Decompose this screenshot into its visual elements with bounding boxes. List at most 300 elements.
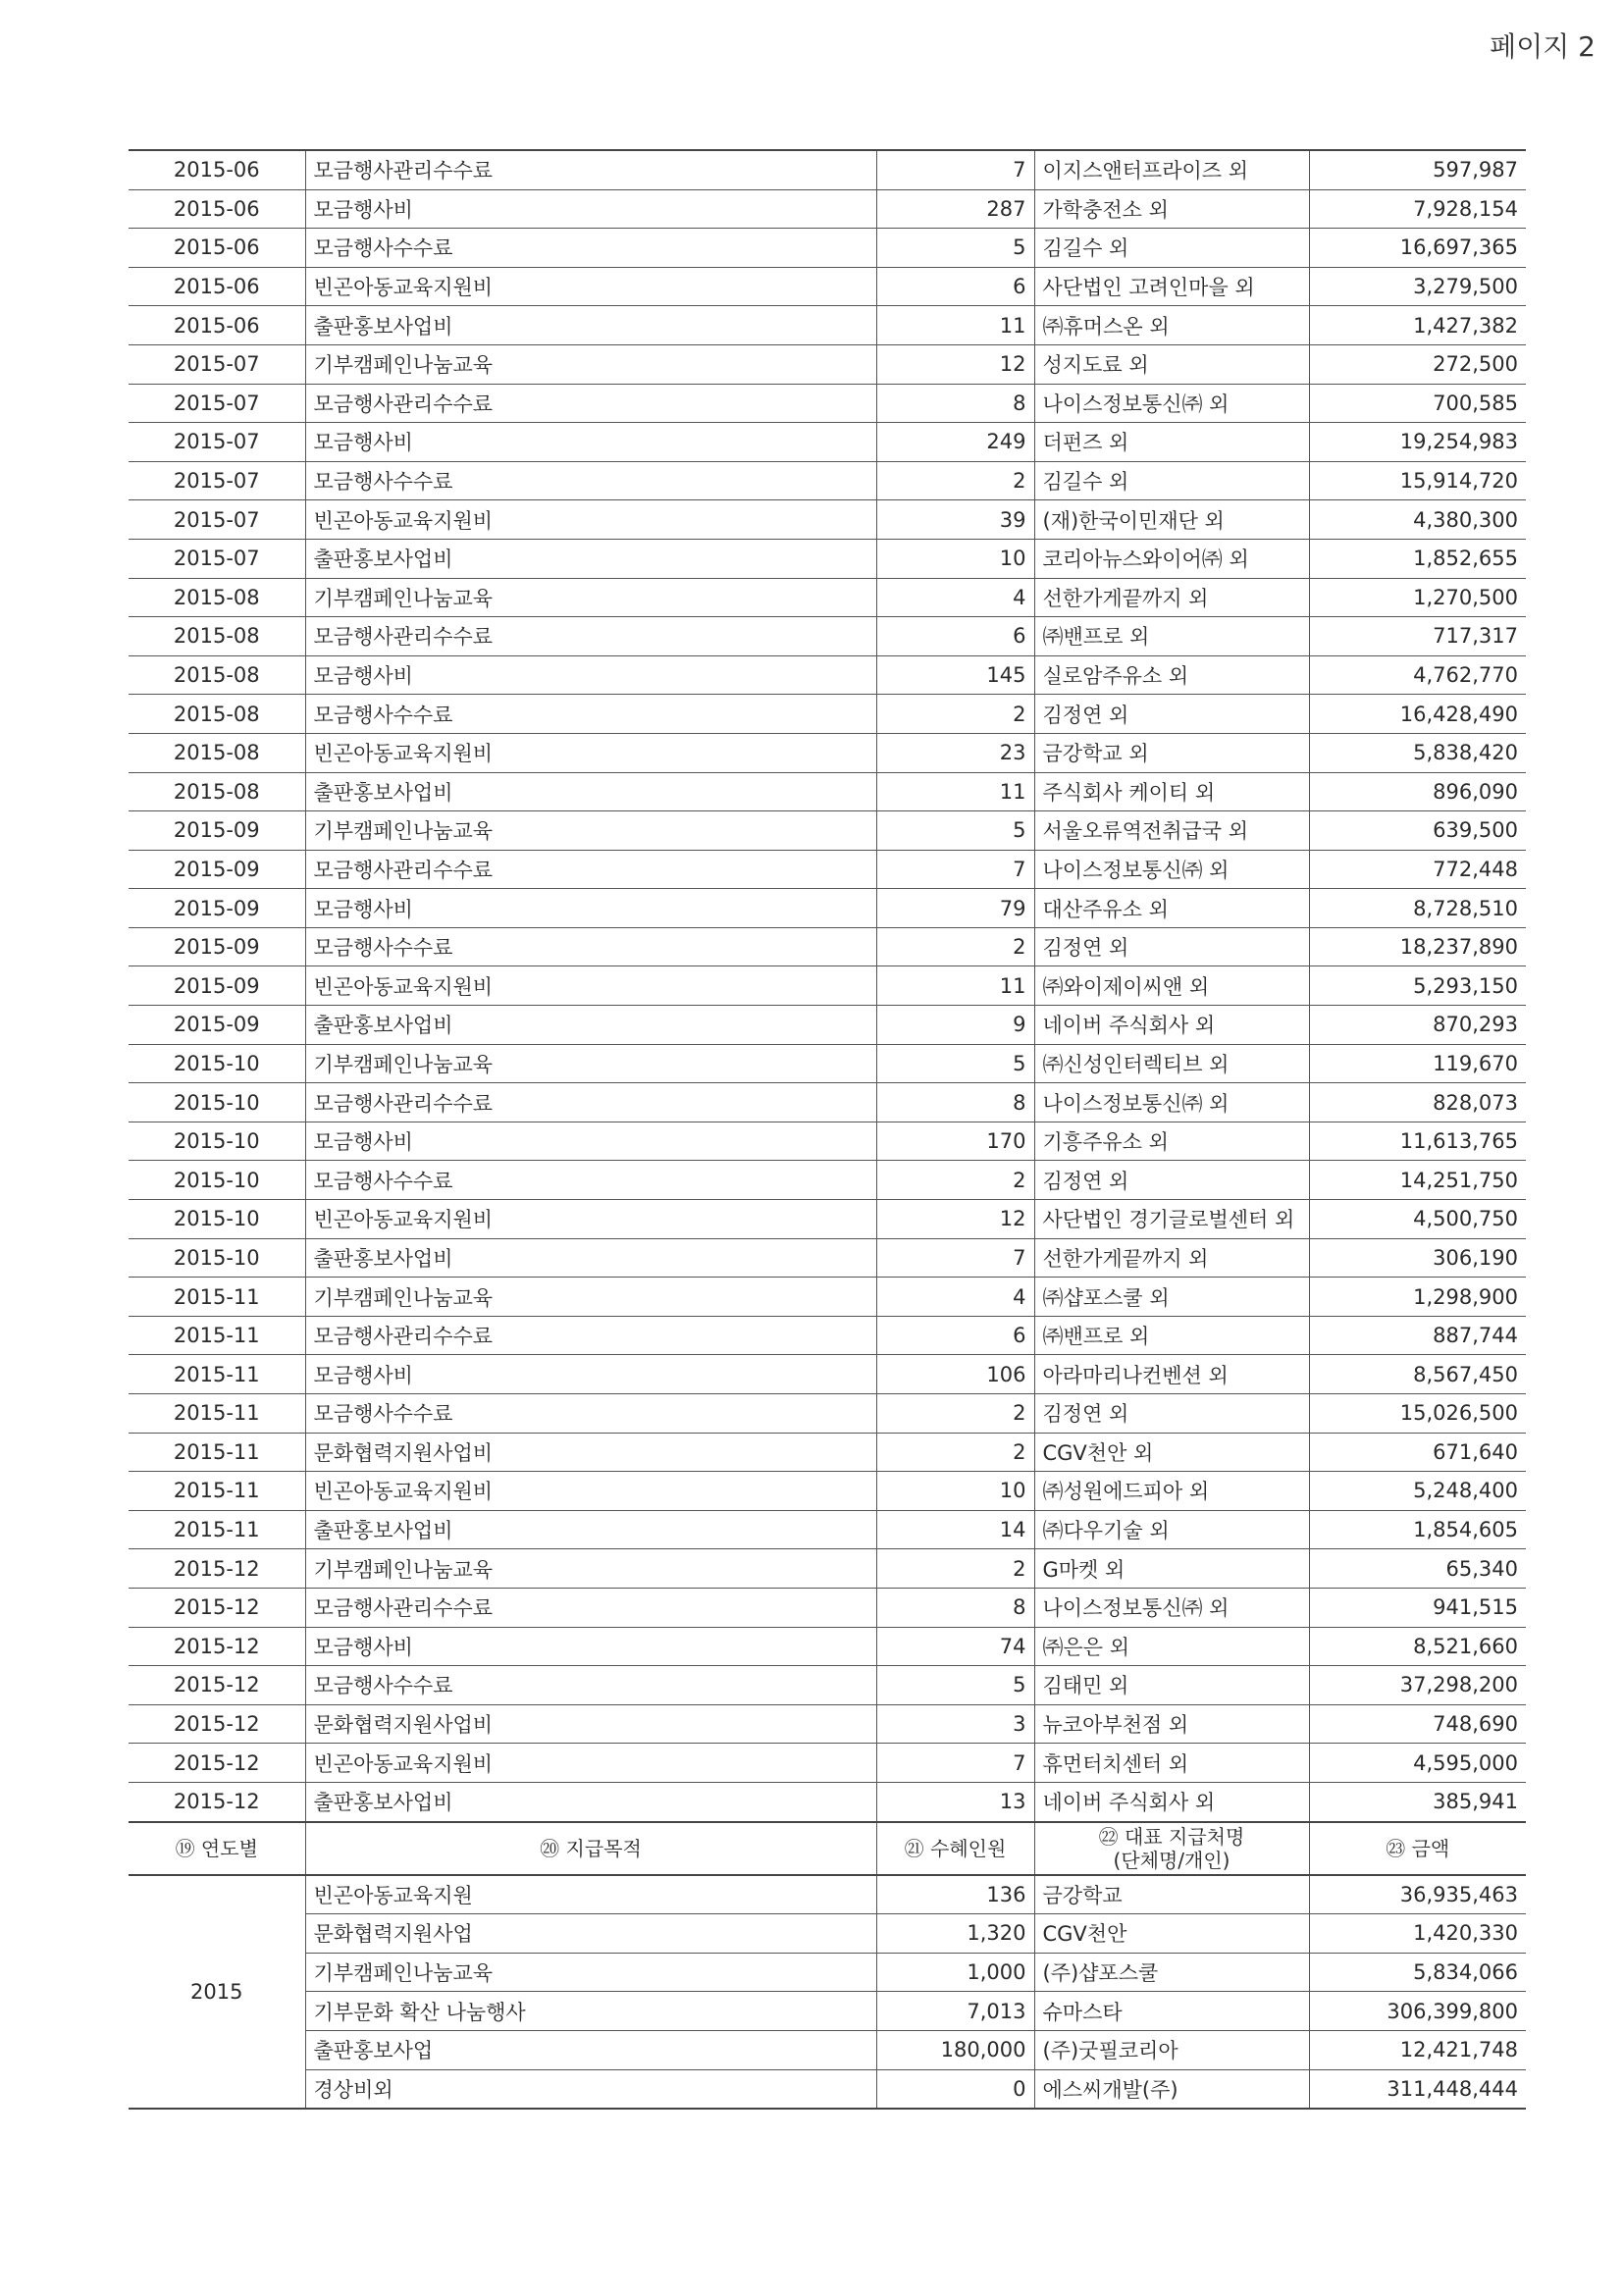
amount-cell: 18,237,890 bbox=[1309, 927, 1526, 966]
amount-cell: 19,254,983 bbox=[1309, 423, 1526, 462]
purpose-cell: 모금행사비 bbox=[305, 1355, 876, 1394]
summary-purpose-cell: 빈곤아동교육지원 bbox=[305, 1875, 876, 1914]
payee-cell: 사단법인 고려인마을 외 bbox=[1034, 267, 1309, 306]
amount-cell: 37,298,200 bbox=[1309, 1666, 1526, 1705]
month-cell: 2015-08 bbox=[129, 578, 305, 617]
recipients-cell: 6 bbox=[876, 267, 1034, 306]
purpose-cell: 기부캠페인나눔교육 bbox=[305, 344, 876, 384]
payee-cell: G마켓 외 bbox=[1034, 1549, 1309, 1589]
payee-cell: 금강학교 외 bbox=[1034, 733, 1309, 772]
month-cell: 2015-09 bbox=[129, 966, 305, 1006]
summary-amount-cell: 306,399,800 bbox=[1309, 1992, 1526, 2031]
month-cell: 2015-06 bbox=[129, 267, 305, 306]
month-cell: 2015-12 bbox=[129, 1549, 305, 1589]
amount-cell: 941,515 bbox=[1309, 1588, 1526, 1627]
purpose-cell: 기부캠페인나눔교육 bbox=[305, 1044, 876, 1083]
month-cell: 2015-12 bbox=[129, 1627, 305, 1666]
purpose-cell: 출판홍보사업비 bbox=[305, 306, 876, 345]
purpose-cell: 모금행사비 bbox=[305, 889, 876, 928]
recipients-cell: 11 bbox=[876, 966, 1034, 1006]
table-row bbox=[129, 461, 1526, 500]
month-cell: 2015-07 bbox=[129, 500, 305, 540]
summary-amount-cell: 5,834,066 bbox=[1309, 1953, 1526, 1992]
table-row bbox=[129, 1666, 1526, 1705]
payee-cell: 아라마리나컨벤션 외 bbox=[1034, 1355, 1309, 1394]
summary-recipients-cell: 7,013 bbox=[876, 1992, 1034, 2031]
month-cell: 2015-11 bbox=[129, 1472, 305, 1511]
month-cell: 2015-09 bbox=[129, 927, 305, 966]
summary-row bbox=[129, 1992, 1526, 2031]
month-cell: 2015-09 bbox=[129, 850, 305, 889]
payee-cell: 휴먼터치센터 외 bbox=[1034, 1744, 1309, 1783]
purpose-cell: 빈곤아동교육지원비 bbox=[305, 1472, 876, 1511]
payee-cell: CGV천안 외 bbox=[1034, 1433, 1309, 1472]
month-cell: 2015-10 bbox=[129, 1161, 305, 1200]
amount-cell: 887,744 bbox=[1309, 1316, 1526, 1355]
table-row bbox=[129, 1083, 1526, 1122]
summary-row bbox=[129, 1953, 1526, 1992]
payee-cell: 대산주유소 외 bbox=[1034, 889, 1309, 928]
amount-cell: 1,852,655 bbox=[1309, 539, 1526, 578]
month-cell: 2015-10 bbox=[129, 1122, 305, 1161]
summary-payee-cell: (주)굿필코리아 bbox=[1034, 2030, 1309, 2069]
table-row bbox=[129, 1238, 1526, 1278]
purpose-cell: 모금행사수수료 bbox=[305, 695, 876, 734]
summary-section bbox=[129, 1822, 1526, 1875]
purpose-cell: 모금행사비 bbox=[305, 1627, 876, 1666]
amount-cell: 16,697,365 bbox=[1309, 229, 1526, 268]
table-row bbox=[129, 655, 1526, 695]
table-row bbox=[129, 267, 1526, 306]
payee-cell: 사단법인 경기글로벌센터 외 bbox=[1034, 1200, 1309, 1239]
recipients-cell: 9 bbox=[876, 1006, 1034, 1045]
payee-cell: 김정연 외 bbox=[1034, 1161, 1309, 1200]
purpose-cell: 모금행사비 bbox=[305, 655, 876, 695]
month-cell: 2015-12 bbox=[129, 1782, 305, 1821]
summary-row bbox=[129, 1914, 1526, 1954]
summary-recipients-cell: 1,320 bbox=[876, 1914, 1034, 1954]
payee-cell: 김정연 외 bbox=[1034, 695, 1309, 734]
summary-purpose-cell: 기부캠페인나눔교육 bbox=[305, 1953, 876, 1992]
amount-cell: 700,585 bbox=[1309, 384, 1526, 423]
summary-year-cell: 2015 bbox=[129, 1875, 305, 2110]
month-cell: 2015-08 bbox=[129, 617, 305, 656]
month-cell: 2015-06 bbox=[129, 150, 305, 189]
amount-cell: 4,500,750 bbox=[1309, 1200, 1526, 1239]
payee-cell: 김정연 외 bbox=[1034, 927, 1309, 966]
payee-cell: ㈜은은 외 bbox=[1034, 1627, 1309, 1666]
month-cell: 2015-07 bbox=[129, 384, 305, 423]
amount-cell: 639,500 bbox=[1309, 811, 1526, 851]
amount-cell: 119,670 bbox=[1309, 1044, 1526, 1083]
amount-cell: 1,270,500 bbox=[1309, 578, 1526, 617]
amount-cell: 306,190 bbox=[1309, 1238, 1526, 1278]
purpose-cell: 모금행사관리수수료 bbox=[305, 1316, 876, 1355]
amount-cell: 4,762,770 bbox=[1309, 655, 1526, 695]
purpose-cell: 모금행사비 bbox=[305, 423, 876, 462]
purpose-cell: 모금행사수수료 bbox=[305, 1394, 876, 1434]
recipients-cell: 8 bbox=[876, 384, 1034, 423]
table-row bbox=[129, 889, 1526, 928]
payee-cell: 나이스정보통신㈜ 외 bbox=[1034, 850, 1309, 889]
recipients-cell: 5 bbox=[876, 1666, 1034, 1705]
table-row bbox=[129, 617, 1526, 656]
amount-cell: 7,928,154 bbox=[1309, 189, 1526, 229]
payee-cell: 네이버 주식회사 외 bbox=[1034, 1782, 1309, 1821]
table-row bbox=[129, 500, 1526, 540]
summary-amount-cell: 311,448,444 bbox=[1309, 2069, 1526, 2109]
table-row bbox=[129, 927, 1526, 966]
table-row bbox=[129, 1510, 1526, 1549]
purpose-cell: 출판홍보사업비 bbox=[305, 1006, 876, 1045]
recipients-cell: 2 bbox=[876, 927, 1034, 966]
recipients-cell: 79 bbox=[876, 889, 1034, 928]
purpose-cell: 빈곤아동교육지원비 bbox=[305, 267, 876, 306]
table-row bbox=[129, 1549, 1526, 1589]
purpose-cell: 기부캠페인나눔교육 bbox=[305, 1549, 876, 1589]
recipients-cell: 10 bbox=[876, 539, 1034, 578]
purpose-cell: 모금행사관리수수료 bbox=[305, 384, 876, 423]
recipients-cell: 23 bbox=[876, 733, 1034, 772]
payee-cell: 기흥주유소 외 bbox=[1034, 1122, 1309, 1161]
summary-row bbox=[129, 1875, 1526, 1914]
table-row bbox=[129, 1006, 1526, 1045]
month-cell: 2015-08 bbox=[129, 655, 305, 695]
recipients-cell: 6 bbox=[876, 617, 1034, 656]
amount-cell: 870,293 bbox=[1309, 1006, 1526, 1045]
table-row bbox=[129, 772, 1526, 811]
month-cell: 2015-11 bbox=[129, 1394, 305, 1434]
table-row bbox=[129, 539, 1526, 578]
recipients-cell: 2 bbox=[876, 1394, 1034, 1434]
payee-cell: 김태민 외 bbox=[1034, 1666, 1309, 1705]
purpose-cell: 모금행사수수료 bbox=[305, 461, 876, 500]
amount-cell: 5,838,420 bbox=[1309, 733, 1526, 772]
payee-cell: 이지스앤터프라이즈 외 bbox=[1034, 150, 1309, 189]
month-cell: 2015-12 bbox=[129, 1588, 305, 1627]
recipients-cell: 170 bbox=[876, 1122, 1034, 1161]
recipients-cell: 6 bbox=[876, 1316, 1034, 1355]
amount-cell: 5,293,150 bbox=[1309, 966, 1526, 1006]
recipients-cell: 2 bbox=[876, 461, 1034, 500]
month-cell: 2015-11 bbox=[129, 1278, 305, 1317]
purpose-cell: 모금행사관리수수료 bbox=[305, 617, 876, 656]
recipients-cell: 74 bbox=[876, 1627, 1034, 1666]
month-cell: 2015-07 bbox=[129, 423, 305, 462]
month-cell: 2015-11 bbox=[129, 1355, 305, 1394]
purpose-cell: 출판홍보사업비 bbox=[305, 1782, 876, 1821]
table-row bbox=[129, 306, 1526, 345]
recipients-cell: 5 bbox=[876, 1044, 1034, 1083]
month-cell: 2015-12 bbox=[129, 1666, 305, 1705]
recipients-cell: 7 bbox=[876, 150, 1034, 189]
payee-cell: 김정연 외 bbox=[1034, 1394, 1309, 1434]
amount-cell: 11,613,765 bbox=[1309, 1122, 1526, 1161]
table-row bbox=[129, 1782, 1526, 1821]
expenditure-table bbox=[129, 149, 1526, 2110]
month-cell: 2015-08 bbox=[129, 695, 305, 734]
summary-payee-cell: 금강학교 bbox=[1034, 1875, 1309, 1914]
table-row bbox=[129, 384, 1526, 423]
payee-cell: 성지도료 외 bbox=[1034, 344, 1309, 384]
amount-cell: 8,521,660 bbox=[1309, 1627, 1526, 1666]
table-row bbox=[129, 189, 1526, 229]
purpose-cell: 모금행사비 bbox=[305, 189, 876, 229]
month-cell: 2015-10 bbox=[129, 1200, 305, 1239]
amount-cell: 15,026,500 bbox=[1309, 1394, 1526, 1434]
purpose-cell: 빈곤아동교육지원비 bbox=[305, 500, 876, 540]
table-row bbox=[129, 1355, 1526, 1394]
page-number: 페이지 2 bbox=[1490, 30, 1596, 63]
recipients-cell: 11 bbox=[876, 772, 1034, 811]
summary-recipients-cell: 1,000 bbox=[876, 1953, 1034, 1992]
amount-cell: 896,090 bbox=[1309, 772, 1526, 811]
month-cell: 2015-08 bbox=[129, 772, 305, 811]
summary-purpose-cell: 경상비외 bbox=[305, 2069, 876, 2109]
payee-cell: 실로암주유소 외 bbox=[1034, 655, 1309, 695]
table-row bbox=[129, 1704, 1526, 1744]
summary-payee-cell: 에스씨개발(주) bbox=[1034, 2069, 1309, 2109]
payee-cell: ㈜밴프로 외 bbox=[1034, 617, 1309, 656]
payee-cell: 김길수 외 bbox=[1034, 229, 1309, 268]
recipients-cell: 2 bbox=[876, 1433, 1034, 1472]
table-row bbox=[129, 1394, 1526, 1434]
summary-recipients-cell: 180,000 bbox=[876, 2030, 1034, 2069]
month-cell: 2015-07 bbox=[129, 461, 305, 500]
table-row bbox=[129, 695, 1526, 734]
header-payee bbox=[1034, 1822, 1309, 1875]
payee-cell: 네이버 주식회사 외 bbox=[1034, 1006, 1309, 1045]
payee-cell: ㈜다우기술 외 bbox=[1034, 1510, 1309, 1549]
purpose-cell: 빈곤아동교육지원비 bbox=[305, 1200, 876, 1239]
table-row bbox=[129, 850, 1526, 889]
table-row bbox=[129, 1278, 1526, 1317]
recipients-cell: 7 bbox=[876, 1238, 1034, 1278]
purpose-cell: 모금행사수수료 bbox=[305, 1161, 876, 1200]
payee-cell: 코리아뉴스와이어㈜ 외 bbox=[1034, 539, 1309, 578]
table-row bbox=[129, 1744, 1526, 1783]
purpose-cell: 모금행사수수료 bbox=[305, 927, 876, 966]
recipients-cell: 249 bbox=[876, 423, 1034, 462]
payee-cell: 선한가게끝까지 외 bbox=[1034, 1238, 1309, 1278]
recipients-cell: 5 bbox=[876, 229, 1034, 268]
payee-cell: ㈜와이제이씨앤 외 bbox=[1034, 966, 1309, 1006]
recipients-cell: 287 bbox=[876, 189, 1034, 229]
purpose-cell: 모금행사수수료 bbox=[305, 1666, 876, 1705]
month-cell: 2015-10 bbox=[129, 1083, 305, 1122]
month-cell: 2015-06 bbox=[129, 306, 305, 345]
amount-cell: 3,279,500 bbox=[1309, 267, 1526, 306]
month-cell: 2015-12 bbox=[129, 1744, 305, 1783]
header-year: ⑲ 연도별 bbox=[129, 1822, 305, 1875]
purpose-cell: 모금행사비 bbox=[305, 1122, 876, 1161]
amount-cell: 1,427,382 bbox=[1309, 306, 1526, 345]
detail-rows bbox=[129, 150, 1526, 1822]
amount-cell: 65,340 bbox=[1309, 1549, 1526, 1589]
amount-cell: 16,428,490 bbox=[1309, 695, 1526, 734]
summary-row bbox=[129, 2069, 1526, 2109]
purpose-cell: 기부캠페인나눔교육 bbox=[305, 578, 876, 617]
purpose-cell: 출판홍보사업비 bbox=[305, 1238, 876, 1278]
table-row bbox=[129, 1316, 1526, 1355]
amount-cell: 828,073 bbox=[1309, 1083, 1526, 1122]
payee-cell: 뉴코아부천점 외 bbox=[1034, 1704, 1309, 1744]
payee-cell: 나이스정보통신㈜ 외 bbox=[1034, 1083, 1309, 1122]
recipients-cell: 3 bbox=[876, 1704, 1034, 1744]
summary-row bbox=[129, 2030, 1526, 2069]
payee-cell: 나이스정보통신㈜ 외 bbox=[1034, 1588, 1309, 1627]
header-amount: ㉓ 금액 bbox=[1309, 1822, 1526, 1875]
recipients-cell: 4 bbox=[876, 1278, 1034, 1317]
amount-cell: 4,380,300 bbox=[1309, 500, 1526, 540]
table-row bbox=[129, 578, 1526, 617]
payee-cell: 서울오류역전취급국 외 bbox=[1034, 811, 1309, 851]
payee-cell: ㈜휴머스온 외 bbox=[1034, 306, 1309, 345]
purpose-cell: 문화협력지원사업비 bbox=[305, 1704, 876, 1744]
recipients-cell: 39 bbox=[876, 500, 1034, 540]
purpose-cell: 모금행사관리수수료 bbox=[305, 1588, 876, 1627]
amount-cell: 597,987 bbox=[1309, 150, 1526, 189]
payee-cell: 김길수 외 bbox=[1034, 461, 1309, 500]
payee-cell: 더펀즈 외 bbox=[1034, 423, 1309, 462]
amount-cell: 1,854,605 bbox=[1309, 1510, 1526, 1549]
payee-cell: 주식회사 케이티 외 bbox=[1034, 772, 1309, 811]
table-row bbox=[129, 1588, 1526, 1627]
purpose-cell: 문화협력지원사업비 bbox=[305, 1433, 876, 1472]
purpose-cell: 모금행사관리수수료 bbox=[305, 850, 876, 889]
recipients-cell: 5 bbox=[876, 811, 1034, 851]
table-row bbox=[129, 1044, 1526, 1083]
header-recipients: ㉑ 수혜인원 bbox=[876, 1822, 1034, 1875]
payee-cell: ㈜샵포스쿨 외 bbox=[1034, 1278, 1309, 1317]
summary-amount-cell: 1,420,330 bbox=[1309, 1914, 1526, 1954]
amount-cell: 272,500 bbox=[1309, 344, 1526, 384]
summary-header-row bbox=[129, 1822, 1526, 1875]
purpose-cell: 모금행사수수료 bbox=[305, 229, 876, 268]
amount-cell: 8,567,450 bbox=[1309, 1355, 1526, 1394]
table-row bbox=[129, 811, 1526, 851]
amount-cell: 8,728,510 bbox=[1309, 889, 1526, 928]
table-row bbox=[129, 150, 1526, 189]
payee-cell: ㈜신성인터렉티브 외 bbox=[1034, 1044, 1309, 1083]
purpose-cell: 출판홍보사업비 bbox=[305, 772, 876, 811]
summary-purpose-cell: 기부문화 확산 나눔행사 bbox=[305, 1992, 876, 2031]
recipients-cell: 7 bbox=[876, 850, 1034, 889]
recipients-cell: 2 bbox=[876, 1161, 1034, 1200]
purpose-cell: 기부캠페인나눔교육 bbox=[305, 1278, 876, 1317]
month-cell: 2015-11 bbox=[129, 1510, 305, 1549]
summary-amount-cell: 36,935,463 bbox=[1309, 1875, 1526, 1914]
summary-recipients-cell: 136 bbox=[876, 1875, 1034, 1914]
recipients-cell: 2 bbox=[876, 695, 1034, 734]
amount-cell: 717,317 bbox=[1309, 617, 1526, 656]
payee-cell: ㈜성원에드피아 외 bbox=[1034, 1472, 1309, 1511]
month-cell: 2015-09 bbox=[129, 889, 305, 928]
amount-cell: 1,298,900 bbox=[1309, 1278, 1526, 1317]
month-cell: 2015-11 bbox=[129, 1433, 305, 1472]
table-row bbox=[129, 423, 1526, 462]
recipients-cell: 10 bbox=[876, 1472, 1034, 1511]
purpose-cell: 모금행사관리수수료 bbox=[305, 1083, 876, 1122]
payee-cell: 가학충전소 외 bbox=[1034, 189, 1309, 229]
month-cell: 2015-07 bbox=[129, 539, 305, 578]
recipients-cell: 13 bbox=[876, 1782, 1034, 1821]
month-cell: 2015-10 bbox=[129, 1044, 305, 1083]
table-row bbox=[129, 966, 1526, 1006]
payee-cell: ㈜밴프로 외 bbox=[1034, 1316, 1309, 1355]
purpose-cell: 모금행사관리수수료 bbox=[305, 150, 876, 189]
amount-cell: 671,640 bbox=[1309, 1433, 1526, 1472]
recipients-cell: 8 bbox=[876, 1588, 1034, 1627]
payee-cell: (재)한국이민재단 외 bbox=[1034, 500, 1309, 540]
table-row bbox=[129, 1472, 1526, 1511]
payee-cell: 나이스정보통신㈜ 외 bbox=[1034, 384, 1309, 423]
recipients-cell: 145 bbox=[876, 655, 1034, 695]
purpose-cell: 기부캠페인나눔교육 bbox=[305, 811, 876, 851]
month-cell: 2015-06 bbox=[129, 229, 305, 268]
recipients-cell: 11 bbox=[876, 306, 1034, 345]
table-row bbox=[129, 344, 1526, 384]
recipients-cell: 12 bbox=[876, 344, 1034, 384]
purpose-cell: 출판홍보사업비 bbox=[305, 539, 876, 578]
purpose-cell: 출판홍보사업비 bbox=[305, 1510, 876, 1549]
amount-cell: 748,690 bbox=[1309, 1704, 1526, 1744]
summary-recipients-cell: 0 bbox=[876, 2069, 1034, 2109]
summary-payee-cell: 슈마스타 bbox=[1034, 1992, 1309, 2031]
purpose-cell: 빈곤아동교육지원비 bbox=[305, 966, 876, 1006]
table-row bbox=[129, 1161, 1526, 1200]
month-cell: 2015-06 bbox=[129, 189, 305, 229]
month-cell: 2015-09 bbox=[129, 811, 305, 851]
recipients-cell: 4 bbox=[876, 578, 1034, 617]
summary-purpose-cell: 출판홍보사업 bbox=[305, 2030, 876, 2069]
table-row bbox=[129, 1200, 1526, 1239]
recipients-cell: 7 bbox=[876, 1744, 1034, 1783]
recipients-cell: 8 bbox=[876, 1083, 1034, 1122]
amount-cell: 5,248,400 bbox=[1309, 1472, 1526, 1511]
month-cell: 2015-10 bbox=[129, 1238, 305, 1278]
header-purpose: ⑳ 지급목적 bbox=[305, 1822, 876, 1875]
table-row bbox=[129, 229, 1526, 268]
amount-cell: 14,251,750 bbox=[1309, 1161, 1526, 1200]
table-row bbox=[129, 1122, 1526, 1161]
recipients-cell: 12 bbox=[876, 1200, 1034, 1239]
table-row bbox=[129, 1433, 1526, 1472]
header-payee-line1: ㉒ 대표 지급처명 bbox=[1098, 1824, 1245, 1849]
payee-cell: 선한가게끝까지 외 bbox=[1034, 578, 1309, 617]
amount-cell: 4,595,000 bbox=[1309, 1744, 1526, 1783]
month-cell: 2015-07 bbox=[129, 344, 305, 384]
table-row bbox=[129, 733, 1526, 772]
amount-cell: 385,941 bbox=[1309, 1782, 1526, 1821]
recipients-cell: 14 bbox=[876, 1510, 1034, 1549]
amount-cell: 772,448 bbox=[1309, 850, 1526, 889]
recipients-cell: 106 bbox=[876, 1355, 1034, 1394]
recipients-cell: 2 bbox=[876, 1549, 1034, 1589]
summary-amount-cell: 12,421,748 bbox=[1309, 2030, 1526, 2069]
month-cell: 2015-09 bbox=[129, 1006, 305, 1045]
table-row bbox=[129, 1627, 1526, 1666]
amount-cell: 15,914,720 bbox=[1309, 461, 1526, 500]
summary-rows bbox=[129, 1875, 1526, 2110]
purpose-cell: 빈곤아동교육지원비 bbox=[305, 1744, 876, 1783]
header-payee-line2: (단체명/개인) bbox=[1113, 1848, 1230, 1872]
month-cell: 2015-11 bbox=[129, 1316, 305, 1355]
month-cell: 2015-12 bbox=[129, 1704, 305, 1744]
summary-payee-cell: CGV천안 bbox=[1034, 1914, 1309, 1954]
summary-payee-cell: (주)샵포스쿨 bbox=[1034, 1953, 1309, 1992]
month-cell: 2015-08 bbox=[129, 733, 305, 772]
